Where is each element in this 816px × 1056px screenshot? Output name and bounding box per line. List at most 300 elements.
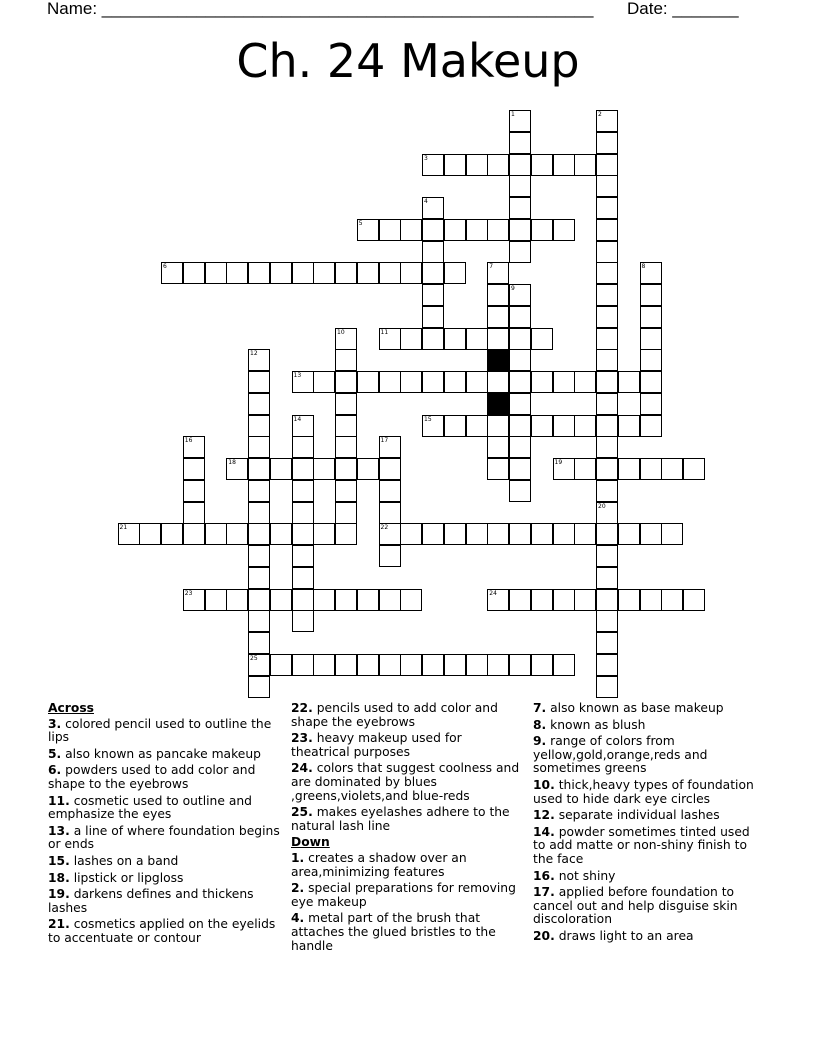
grid-cell[interactable] <box>183 458 205 480</box>
grid-cell[interactable] <box>596 676 618 698</box>
grid-cell[interactable] <box>248 262 270 284</box>
grid-cell[interactable] <box>422 306 444 328</box>
clue-number: 4. <box>291 911 305 926</box>
grid-cell[interactable] <box>553 654 575 676</box>
grid-cell[interactable] <box>509 393 531 415</box>
grid-cell[interactable] <box>596 241 618 263</box>
grid-cell[interactable] <box>553 589 575 611</box>
grid-cell[interactable] <box>509 415 531 437</box>
grid-cell[interactable] <box>444 523 466 545</box>
across-clue-11 <box>48 795 280 822</box>
grid-cell[interactable] <box>596 262 618 284</box>
grid-cell[interactable] <box>574 154 596 176</box>
grid-cell[interactable] <box>596 589 618 611</box>
grid-cell[interactable] <box>248 523 270 545</box>
clue-text: colored pencil used to outline the lips <box>48 716 272 745</box>
grid-cell[interactable] <box>248 436 270 458</box>
grid-cell[interactable] <box>248 589 270 611</box>
grid-cell[interactable] <box>487 306 509 328</box>
grid-cell[interactable] <box>248 393 270 415</box>
grid-cell[interactable] <box>596 132 618 154</box>
clue-number-12: 12 <box>250 350 258 358</box>
grid-cell[interactable] <box>357 654 379 676</box>
grid-cell[interactable] <box>422 219 444 241</box>
grid-cell[interactable] <box>531 523 553 545</box>
grid-cell[interactable] <box>487 654 509 676</box>
page-title: Ch. 24 Makeup <box>236 34 580 88</box>
grid-cell[interactable] <box>531 328 553 350</box>
clue-number-13: 13 <box>293 372 302 379</box>
across-clue-24 <box>291 762 523 803</box>
grid-cell[interactable] <box>270 458 292 480</box>
down-clue-20 <box>533 930 765 944</box>
grid-cell[interactable] <box>205 262 227 284</box>
grid-cell[interactable] <box>553 371 575 393</box>
grid-cell[interactable] <box>596 175 618 197</box>
grid-cell[interactable] <box>596 393 618 415</box>
clue-number: 20. <box>533 928 555 943</box>
grid-cell[interactable] <box>226 523 248 545</box>
grid-cell[interactable] <box>640 458 662 480</box>
grid-cell[interactable] <box>270 262 292 284</box>
grid-cell[interactable] <box>292 262 314 284</box>
clue-number: 21. <box>48 917 70 932</box>
grid-cell[interactable] <box>292 458 314 480</box>
grid-cell[interactable] <box>161 523 183 545</box>
grid-cell[interactable] <box>509 371 531 393</box>
grid-cell[interactable] <box>574 589 596 611</box>
clue-number-1: 1 <box>511 111 515 118</box>
grid-cell[interactable] <box>466 654 488 676</box>
grid-cell[interactable] <box>379 371 401 393</box>
clue-text: cosmetic used to outline and emphasize the eyes <box>48 793 252 822</box>
grid-cell[interactable] <box>444 654 466 676</box>
grid-cell[interactable] <box>292 502 314 524</box>
grid-cell[interactable] <box>618 523 640 545</box>
down-clue-1 <box>291 852 523 879</box>
grid-cell[interactable] <box>335 371 357 393</box>
clue-number-17: 17 <box>380 437 389 445</box>
grid-cell[interactable] <box>292 567 314 589</box>
clue-text: also known as base makeup <box>546 701 724 715</box>
clue-number-14: 14 <box>293 415 302 423</box>
grid-cell[interactable] <box>596 371 618 393</box>
grid-cell[interactable] <box>640 328 662 350</box>
grid-cell[interactable] <box>487 458 509 480</box>
grid-cell[interactable] <box>640 306 662 328</box>
clue-column-3 <box>533 702 765 947</box>
grid-cell[interactable] <box>400 219 422 241</box>
grid-cell[interactable] <box>487 328 509 350</box>
grid-cell[interactable] <box>531 654 553 676</box>
clue-number: 24. <box>291 761 313 776</box>
grid-cell[interactable] <box>640 371 662 393</box>
clue-number: 22. <box>291 701 313 715</box>
grid-cell[interactable] <box>553 523 575 545</box>
across-heading: Across <box>48 701 94 715</box>
clue-number-22: 22 <box>380 524 389 532</box>
clue-text: thick,heavy types of foundation used to hide dark eye circles <box>533 777 754 806</box>
across-clue-13 <box>48 825 280 852</box>
clue-number-2: 2 <box>598 111 602 118</box>
grid-cell[interactable] <box>509 654 531 676</box>
clue-number: 14. <box>533 824 555 839</box>
down-clue-9 <box>533 735 765 776</box>
grid-cell[interactable] <box>292 480 314 502</box>
grid-cell[interactable] <box>422 654 444 676</box>
grid-cell[interactable] <box>509 175 531 197</box>
grid-cell[interactable] <box>335 262 357 284</box>
clue-number-7: 7 <box>489 263 494 271</box>
grid-cell[interactable] <box>248 415 270 437</box>
grid-cell[interactable] <box>509 154 531 176</box>
grid-cell[interactable] <box>335 480 357 502</box>
clue-text: range of colors from yellow,gold,orange,reds and sometimes greens <box>533 734 708 776</box>
grid-cell[interactable] <box>379 480 401 502</box>
grid-cell[interactable] <box>661 523 683 545</box>
across-clue-18 <box>48 872 280 886</box>
grid-cell[interactable] <box>596 654 618 676</box>
clue-text: special preparations for removing eye makeup <box>291 881 516 909</box>
grid-cell[interactable] <box>357 262 379 284</box>
grid-cell[interactable] <box>292 436 314 458</box>
grid-cell[interactable] <box>574 523 596 545</box>
clue-number-15: 15 <box>424 415 432 423</box>
grid-cell[interactable] <box>444 328 466 350</box>
grid-cell[interactable] <box>379 262 401 284</box>
grid-cell[interactable] <box>357 371 379 393</box>
grid-cell[interactable] <box>292 545 314 567</box>
clue-number: 5. <box>48 746 62 761</box>
clue-number-3: 3 <box>424 154 428 162</box>
grid-cell[interactable] <box>661 458 683 480</box>
grid-cell[interactable] <box>183 262 205 284</box>
grid-cell[interactable] <box>596 480 618 502</box>
clue-text: also known as pancake makeup <box>61 746 261 761</box>
clue-text: makes eyelashes adhere to the natural lash line <box>291 805 510 833</box>
grid-cell[interactable] <box>618 458 640 480</box>
grid-cell[interactable] <box>313 371 335 393</box>
clue-text: powder sometimes tinted used to add matte or non-shiny finish to the face <box>533 824 750 866</box>
grid-cell[interactable] <box>248 567 270 589</box>
clue-text: cosmetics applied on the eyelids to accentuate or contour <box>48 917 276 945</box>
grid-cell[interactable] <box>379 458 401 480</box>
clue-number-23: 23 <box>184 589 193 597</box>
grid-cell[interactable] <box>466 415 488 437</box>
grid-cell[interactable] <box>292 610 314 632</box>
grid-cell[interactable] <box>444 371 466 393</box>
clue-number-4: 4 <box>424 198 428 205</box>
grid-cell[interactable] <box>444 262 466 284</box>
grid-cell[interactable] <box>596 436 618 458</box>
grid-cell[interactable] <box>487 436 509 458</box>
grid-cell[interactable] <box>248 676 270 698</box>
grid-cell[interactable] <box>292 589 314 611</box>
grid-cell[interactable] <box>618 589 640 611</box>
across-clue-22 <box>291 702 523 729</box>
grid-cell[interactable] <box>444 415 466 437</box>
grid-cell[interactable] <box>422 328 444 350</box>
clue-text: lipstick or lipgloss <box>69 870 184 885</box>
grid-cell[interactable] <box>313 523 335 545</box>
clue-text: lashes on a band <box>69 853 179 868</box>
clue-number-25: 25 <box>250 654 258 662</box>
grid-cell[interactable] <box>640 349 662 371</box>
grid-cell[interactable] <box>270 654 292 676</box>
clue-number-19: 19 <box>554 459 563 466</box>
grid-cell[interactable] <box>335 654 357 676</box>
clue-number: 18. <box>48 870 70 885</box>
across-clue-5 <box>48 748 280 762</box>
grid-cell[interactable] <box>596 415 618 437</box>
down-clue-7 <box>533 702 765 716</box>
grid-cell[interactable] <box>400 371 422 393</box>
clue-text: known as blush <box>546 717 646 732</box>
grid-cell[interactable] <box>466 523 488 545</box>
grid-cell[interactable] <box>596 328 618 350</box>
clue-number-5: 5 <box>358 219 363 227</box>
grid-cell[interactable] <box>335 523 357 545</box>
clue-text: powders used to add color and shape to the eyebrows <box>48 763 256 791</box>
clue-number-21: 21 <box>119 524 128 532</box>
clue-number-11: 11 <box>380 328 389 336</box>
grid-cell[interactable] <box>640 415 662 437</box>
grid-cell[interactable] <box>618 415 640 437</box>
down-clue-16 <box>533 870 765 884</box>
grid-cell[interactable] <box>531 589 553 611</box>
block-cell <box>487 349 509 371</box>
grid-cell[interactable] <box>248 480 270 502</box>
grid-cell[interactable] <box>596 197 618 219</box>
grid-cell[interactable] <box>226 262 248 284</box>
across-clue-15 <box>48 855 280 869</box>
clue-text: creates a shadow over an area,minimizing features <box>291 850 467 879</box>
grid-cell[interactable] <box>596 219 618 241</box>
grid-cell[interactable] <box>183 523 205 545</box>
grid-cell[interactable] <box>379 589 401 611</box>
grid-cell[interactable] <box>509 589 531 611</box>
grid-cell[interactable] <box>444 154 466 176</box>
grid-cell[interactable] <box>487 154 509 176</box>
grid-cell[interactable] <box>683 589 705 611</box>
grid-cell[interactable] <box>596 610 618 632</box>
clue-number-18: 18 <box>228 459 236 466</box>
down-clue-12 <box>533 809 765 823</box>
grid-cell[interactable] <box>248 545 270 567</box>
grid-cell[interactable] <box>422 262 444 284</box>
name-field-label: Name: ____________________________________________________ <box>47 0 594 18</box>
clue-number: 1. <box>291 850 305 865</box>
grid-cell[interactable] <box>487 284 509 306</box>
clue-number: 12. <box>533 808 555 823</box>
down-clue-14 <box>533 826 765 867</box>
grid-cell[interactable] <box>379 654 401 676</box>
grid-cell[interactable] <box>509 480 531 502</box>
clue-column-2 <box>291 702 523 956</box>
grid-cell[interactable] <box>400 328 422 350</box>
grid-cell[interactable] <box>335 502 357 524</box>
grid-cell[interactable] <box>335 436 357 458</box>
grid-cell[interactable] <box>335 393 357 415</box>
grid-cell[interactable] <box>509 349 531 371</box>
grid-cell[interactable] <box>205 589 227 611</box>
grid-cell[interactable] <box>335 458 357 480</box>
grid-cell[interactable] <box>313 262 335 284</box>
clue-number-20: 20 <box>598 502 606 510</box>
grid-cell[interactable] <box>313 589 335 611</box>
grid-cell[interactable] <box>444 219 466 241</box>
grid-cell[interactable] <box>270 523 292 545</box>
clue-text: heavy makeup used for theatrical purposes <box>291 731 462 759</box>
grid-cell[interactable] <box>553 154 575 176</box>
clue-text: pencils used to add color and shape the eyebrows <box>291 701 498 729</box>
clue-number: 11. <box>48 793 70 808</box>
grid-cell[interactable] <box>379 502 401 524</box>
clue-number: 3. <box>48 716 62 731</box>
across-clue-21 <box>48 918 280 945</box>
grid-cell[interactable] <box>487 415 509 437</box>
grid-cell[interactable] <box>183 502 205 524</box>
grid-cell[interactable] <box>422 523 444 545</box>
grid-cell[interactable] <box>574 458 596 480</box>
grid-cell[interactable] <box>509 306 531 328</box>
grid-cell[interactable] <box>553 219 575 241</box>
grid-cell[interactable] <box>640 393 662 415</box>
grid-cell[interactable] <box>574 371 596 393</box>
grid-cell[interactable] <box>596 632 618 654</box>
grid-cell[interactable] <box>248 502 270 524</box>
clue-number-16: 16 <box>184 437 193 445</box>
grid-cell[interactable] <box>509 436 531 458</box>
across-clue-23 <box>291 732 523 759</box>
grid-cell[interactable] <box>292 523 314 545</box>
grid-cell[interactable] <box>226 589 248 611</box>
grid-cell[interactable] <box>248 632 270 654</box>
grid-cell[interactable] <box>531 219 553 241</box>
grid-cell[interactable] <box>509 458 531 480</box>
grid-cell[interactable] <box>596 349 618 371</box>
grid-cell[interactable] <box>596 567 618 589</box>
grid-cell[interactable] <box>183 480 205 502</box>
grid-cell[interactable] <box>248 610 270 632</box>
grid-cell[interactable] <box>487 523 509 545</box>
grid-cell[interactable] <box>400 589 422 611</box>
down-clue-17 <box>533 886 765 927</box>
grid-cell[interactable] <box>400 654 422 676</box>
grid-cell[interactable] <box>618 371 640 393</box>
grid-cell[interactable] <box>313 458 335 480</box>
grid-cell[interactable] <box>466 154 488 176</box>
grid-cell[interactable] <box>205 523 227 545</box>
across-clue-3 <box>48 718 280 745</box>
grid-cell[interactable] <box>248 458 270 480</box>
down-clue-2 <box>291 882 523 909</box>
grid-cell[interactable] <box>466 371 488 393</box>
down-clue-4 <box>291 912 523 953</box>
clue-text: colors that suggest coolness and are dominated by blues ,greens,violets,and blue-reds <box>291 761 520 803</box>
grid-cell[interactable] <box>683 458 705 480</box>
clue-number: 16. <box>533 868 555 883</box>
grid-cell[interactable] <box>509 219 531 241</box>
grid-cell[interactable] <box>509 241 531 263</box>
grid-cell[interactable] <box>596 458 618 480</box>
grid-cell[interactable] <box>596 306 618 328</box>
clue-number-10: 10 <box>337 328 345 336</box>
clue-number: 9. <box>533 734 547 749</box>
across-clue-6 <box>48 764 280 791</box>
grid-cell[interactable] <box>661 589 683 611</box>
down-clue-10 <box>533 779 765 806</box>
grid-cell[interactable] <box>357 458 379 480</box>
grid-cell[interactable] <box>553 415 575 437</box>
grid-cell[interactable] <box>357 589 379 611</box>
grid-cell[interactable] <box>400 262 422 284</box>
grid-cell[interactable] <box>466 219 488 241</box>
grid-cell[interactable] <box>531 154 553 176</box>
grid-cell[interactable] <box>248 371 270 393</box>
grid-cell[interactable] <box>400 523 422 545</box>
grid-cell[interactable] <box>379 545 401 567</box>
grid-cell[interactable] <box>313 654 335 676</box>
down-clue-8 <box>533 719 765 733</box>
grid-cell[interactable] <box>640 284 662 306</box>
grid-cell[interactable] <box>596 523 618 545</box>
block-cell <box>487 393 509 415</box>
clue-number: 2. <box>291 881 305 896</box>
grid-cell[interactable] <box>596 545 618 567</box>
grid-cell[interactable] <box>509 132 531 154</box>
grid-cell[interactable] <box>466 328 488 350</box>
grid-cell[interactable] <box>640 589 662 611</box>
clue-number: 15. <box>48 853 70 868</box>
grid-cell[interactable] <box>379 219 401 241</box>
grid-cell[interactable] <box>596 284 618 306</box>
grid-cell[interactable] <box>509 523 531 545</box>
grid-cell[interactable] <box>335 415 357 437</box>
date-field-label: Date: _______ <box>627 0 739 18</box>
grid-cell[interactable] <box>335 589 357 611</box>
grid-cell[interactable] <box>531 415 553 437</box>
clue-number: 10. <box>533 777 555 792</box>
grid-cell[interactable] <box>596 154 618 176</box>
grid-cell[interactable] <box>487 371 509 393</box>
grid-cell[interactable] <box>422 371 444 393</box>
grid-cell[interactable] <box>422 241 444 263</box>
grid-cell[interactable] <box>292 654 314 676</box>
grid-cell[interactable] <box>640 523 662 545</box>
grid-cell[interactable] <box>422 284 444 306</box>
down-heading: Down <box>291 835 330 850</box>
clue-number-9: 9 <box>511 285 515 292</box>
grid-cell[interactable] <box>574 415 596 437</box>
grid-cell[interactable] <box>335 349 357 371</box>
clue-number: 23. <box>291 731 313 746</box>
clue-number: 17. <box>533 885 555 900</box>
clue-number-8: 8 <box>641 263 646 271</box>
clue-text: applied before foundation to cancel out and help disguise skin discoloration <box>533 885 738 927</box>
grid-cell[interactable] <box>139 523 161 545</box>
grid-cell[interactable] <box>487 219 509 241</box>
clue-number: 6. <box>48 763 62 778</box>
clue-text: darkens defines and thickens lashes <box>48 887 254 915</box>
grid-cell[interactable] <box>531 371 553 393</box>
clue-number: 25. <box>291 805 313 820</box>
grid-cell[interactable] <box>270 589 292 611</box>
clue-text: a line of where foundation begins or ends <box>48 823 280 852</box>
clue-number: 8. <box>533 717 547 732</box>
grid-cell[interactable] <box>509 197 531 219</box>
grid-cell[interactable] <box>509 328 531 350</box>
